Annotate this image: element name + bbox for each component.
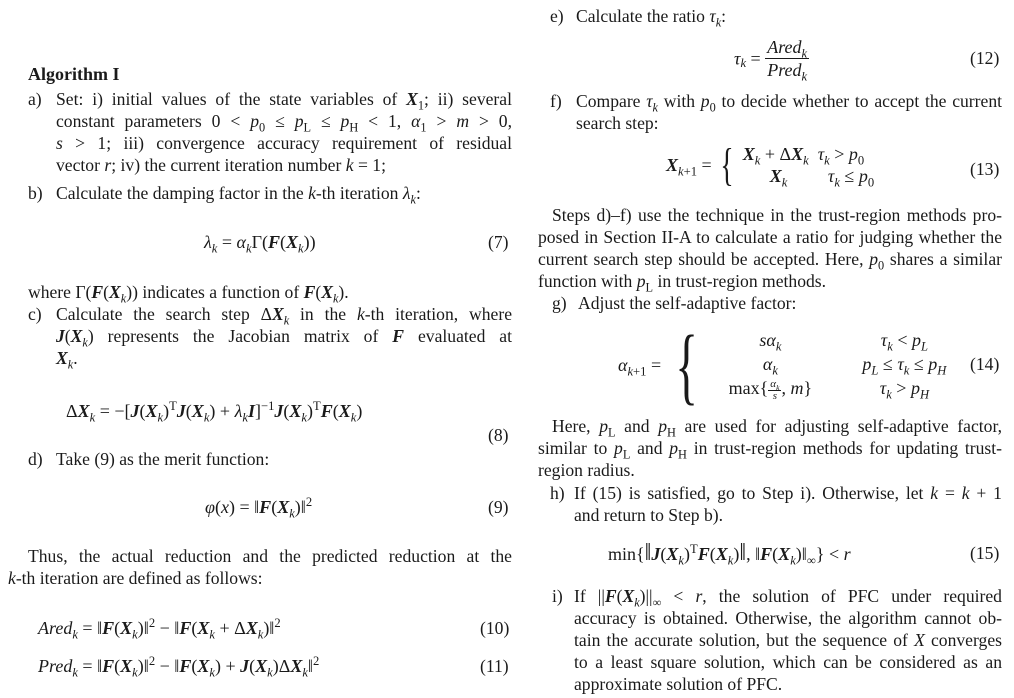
equation-9-number: (9) [488,497,509,517]
step-c-line-3: $X_k$. [56,348,78,372]
step-c-line-2: $J(X_k)$ represents the Jacobian matrix of F evaluated at [56,326,512,350]
step-i-line-4: to a least square solution, which can be considered as an [574,652,1002,672]
trust-region-line-3: current search step should be accepted. Here, $p_0$ shares a similar [538,249,1002,273]
step-f-line-2: search step: [576,113,659,133]
step-h-line-2: and return to Step b). [574,505,724,525]
step-a-line-3: s > 1; iii) convergence accuracy requirement of residual [56,133,512,153]
step-b-text: Calculate the damping factor in the k-th iteration $\lambda_k$: [56,183,421,207]
equation-9: $\varphi(x) = ‖F(X_k)‖^2$ [205,495,313,521]
step-b-after: where $\Gamma(F(X_k))$ indicates a function of $F(X_k)$. [28,282,349,306]
equation-15: $\min\{‖J(X_k)^TF(X_k)‖$, $‖F(X_k)‖_\infty\} < r$ [608,540,851,568]
step-c-label: c) [28,304,42,324]
step-i-line-2: accuracy is obtained. Otherwise, the algorithm cannot ob- [574,608,1002,628]
adaptive-factor-paragraph [538,415,1002,481]
step-h-line-1: If (15) is satisfied, go to Step i). Otherwise, let k = k + 1 [574,483,1002,503]
step-a-line-4: vector r; iv) the current iteration number k = 1; [56,155,386,175]
step-d-label: d) [28,449,43,469]
equation-14: $\alpha_{k+1}$ = { $s\alpha_k$ $\tau_k < p_L$ $\alpha_k$ $p_L \le \tau_k \le p_H$ max{ $\frac{\alpha_k}{s}$ , m} $\tau_k > p_H$ [618,317,947,413]
equation-12: $\tau_k$ = $\frac{Ared_k}{Pred_k}$ [734,37,808,84]
equation-7-number: (7) [488,232,509,252]
equation-10: Ared$_k$ = $‖F(X_k)‖^2$ − $‖F(X_k$ + $\Delta X_k)‖^2$ [38,616,281,642]
ratio-fraction: $\frac{Ared_k}{Pred_k}$ [767,37,808,84]
equation-15-number: (15) [970,543,1000,563]
step-i-text [574,585,1002,695]
equation-8-number: (8) [488,425,509,445]
step-i-line-5: approximate solution of PFC. [574,674,783,694]
equation-13: $X_{k+1}$ = { $X_k + \Delta X_k$ $\tau_k > p_0$ $X_k$ $\tau_k \le p_0$ [666,139,875,190]
step-g-label: g) [552,293,567,313]
step-f-text [576,90,1002,134]
equation-11-number: (11) [480,656,509,676]
step-a-text [56,88,512,176]
trust-region-paragraph [538,204,1002,295]
step-e-text: Calculate the ratio $\tau_k$: [576,6,727,30]
step-a-label: a) [28,89,42,109]
step-i-label: i) [552,586,563,606]
step-e-label: e) [550,6,564,26]
equation-11: Pred$_k$ = $‖F(X_k)‖^2$ − $‖F(X_k)$ + $J(X_k)\Delta X_k‖^2$ [38,654,320,680]
adaptive-line-1: Here, $p_L$ and $p_H$ are used for adjusting self-adaptive factor, [552,416,1003,440]
trust-region-line-1: Steps d)–f) use the technique in the trust-region methods pro- [552,205,1002,225]
step-c-text [56,303,513,372]
equation-13-number: (13) [970,159,1000,179]
step-i-line-3: tain the accurate solution, but the sequence of X converges [574,630,1002,650]
step-f-line-1: Compare $\tau_k$ with $p_0$ to decide whether to accept the current [576,91,1003,115]
step-h-text [574,482,1002,526]
reduction-paragraph [8,545,512,589]
step-c-line-1: Calculate the search step $\Delta X_k$ in the k-th iteration, where [56,304,513,328]
reduction-paragraph-line-2: k-th iteration are defined as follows: [8,568,263,588]
trust-region-line-4: function with $p_L$ in trust-region methods. [538,271,827,295]
equation-7: $\lambda_k = \alpha_k\Gamma(F(X_k))$ [204,232,316,256]
equation-8: $\Delta X_k = -[J(X_k)^TJ(X_k) + \lambda_kI]^{-1}J(X_k)^TF(X_k)$ [66,399,363,425]
step-g-text: Adjust the self-adaptive factor: [578,293,797,313]
left-brace-large: { [674,317,698,413]
equation-10-number: (10) [480,618,510,638]
equation-12-number: (12) [970,48,1000,68]
reduction-paragraph-line-1: Thus, the actual reduction and the predicted reduction at the [28,546,512,566]
step-d-text: Take (9) as the merit function: [56,449,270,469]
step-a-line-1: Set: i) initial values of the state variables of $X_1$; ii) several [56,89,512,113]
step-h-label: h) [550,483,565,503]
trust-region-line-2: posed in Section II-A to calculate a ratio for judging whether the [538,227,1002,247]
step-f-label: f) [550,91,562,111]
step-b-label: b) [28,183,43,203]
adaptive-line-3: region radius. [538,460,635,480]
step-a-line-2: constant parameters $0 < p_0 \le p_L \le p_H < 1$, $\alpha_1 > m > 0$, [56,111,512,135]
equation-14-number: (14) [970,354,1000,374]
adaptive-line-2: similar to $p_L$ and $p_H$ in trust-region methods for updating trust- [538,438,1002,462]
algorithm-heading: Algorithm I [28,64,120,84]
step-i-line-1: If $||F(X_k)||_\infty < r$, the solution of PFC under required [574,586,1002,610]
left-brace: { [720,139,734,190]
